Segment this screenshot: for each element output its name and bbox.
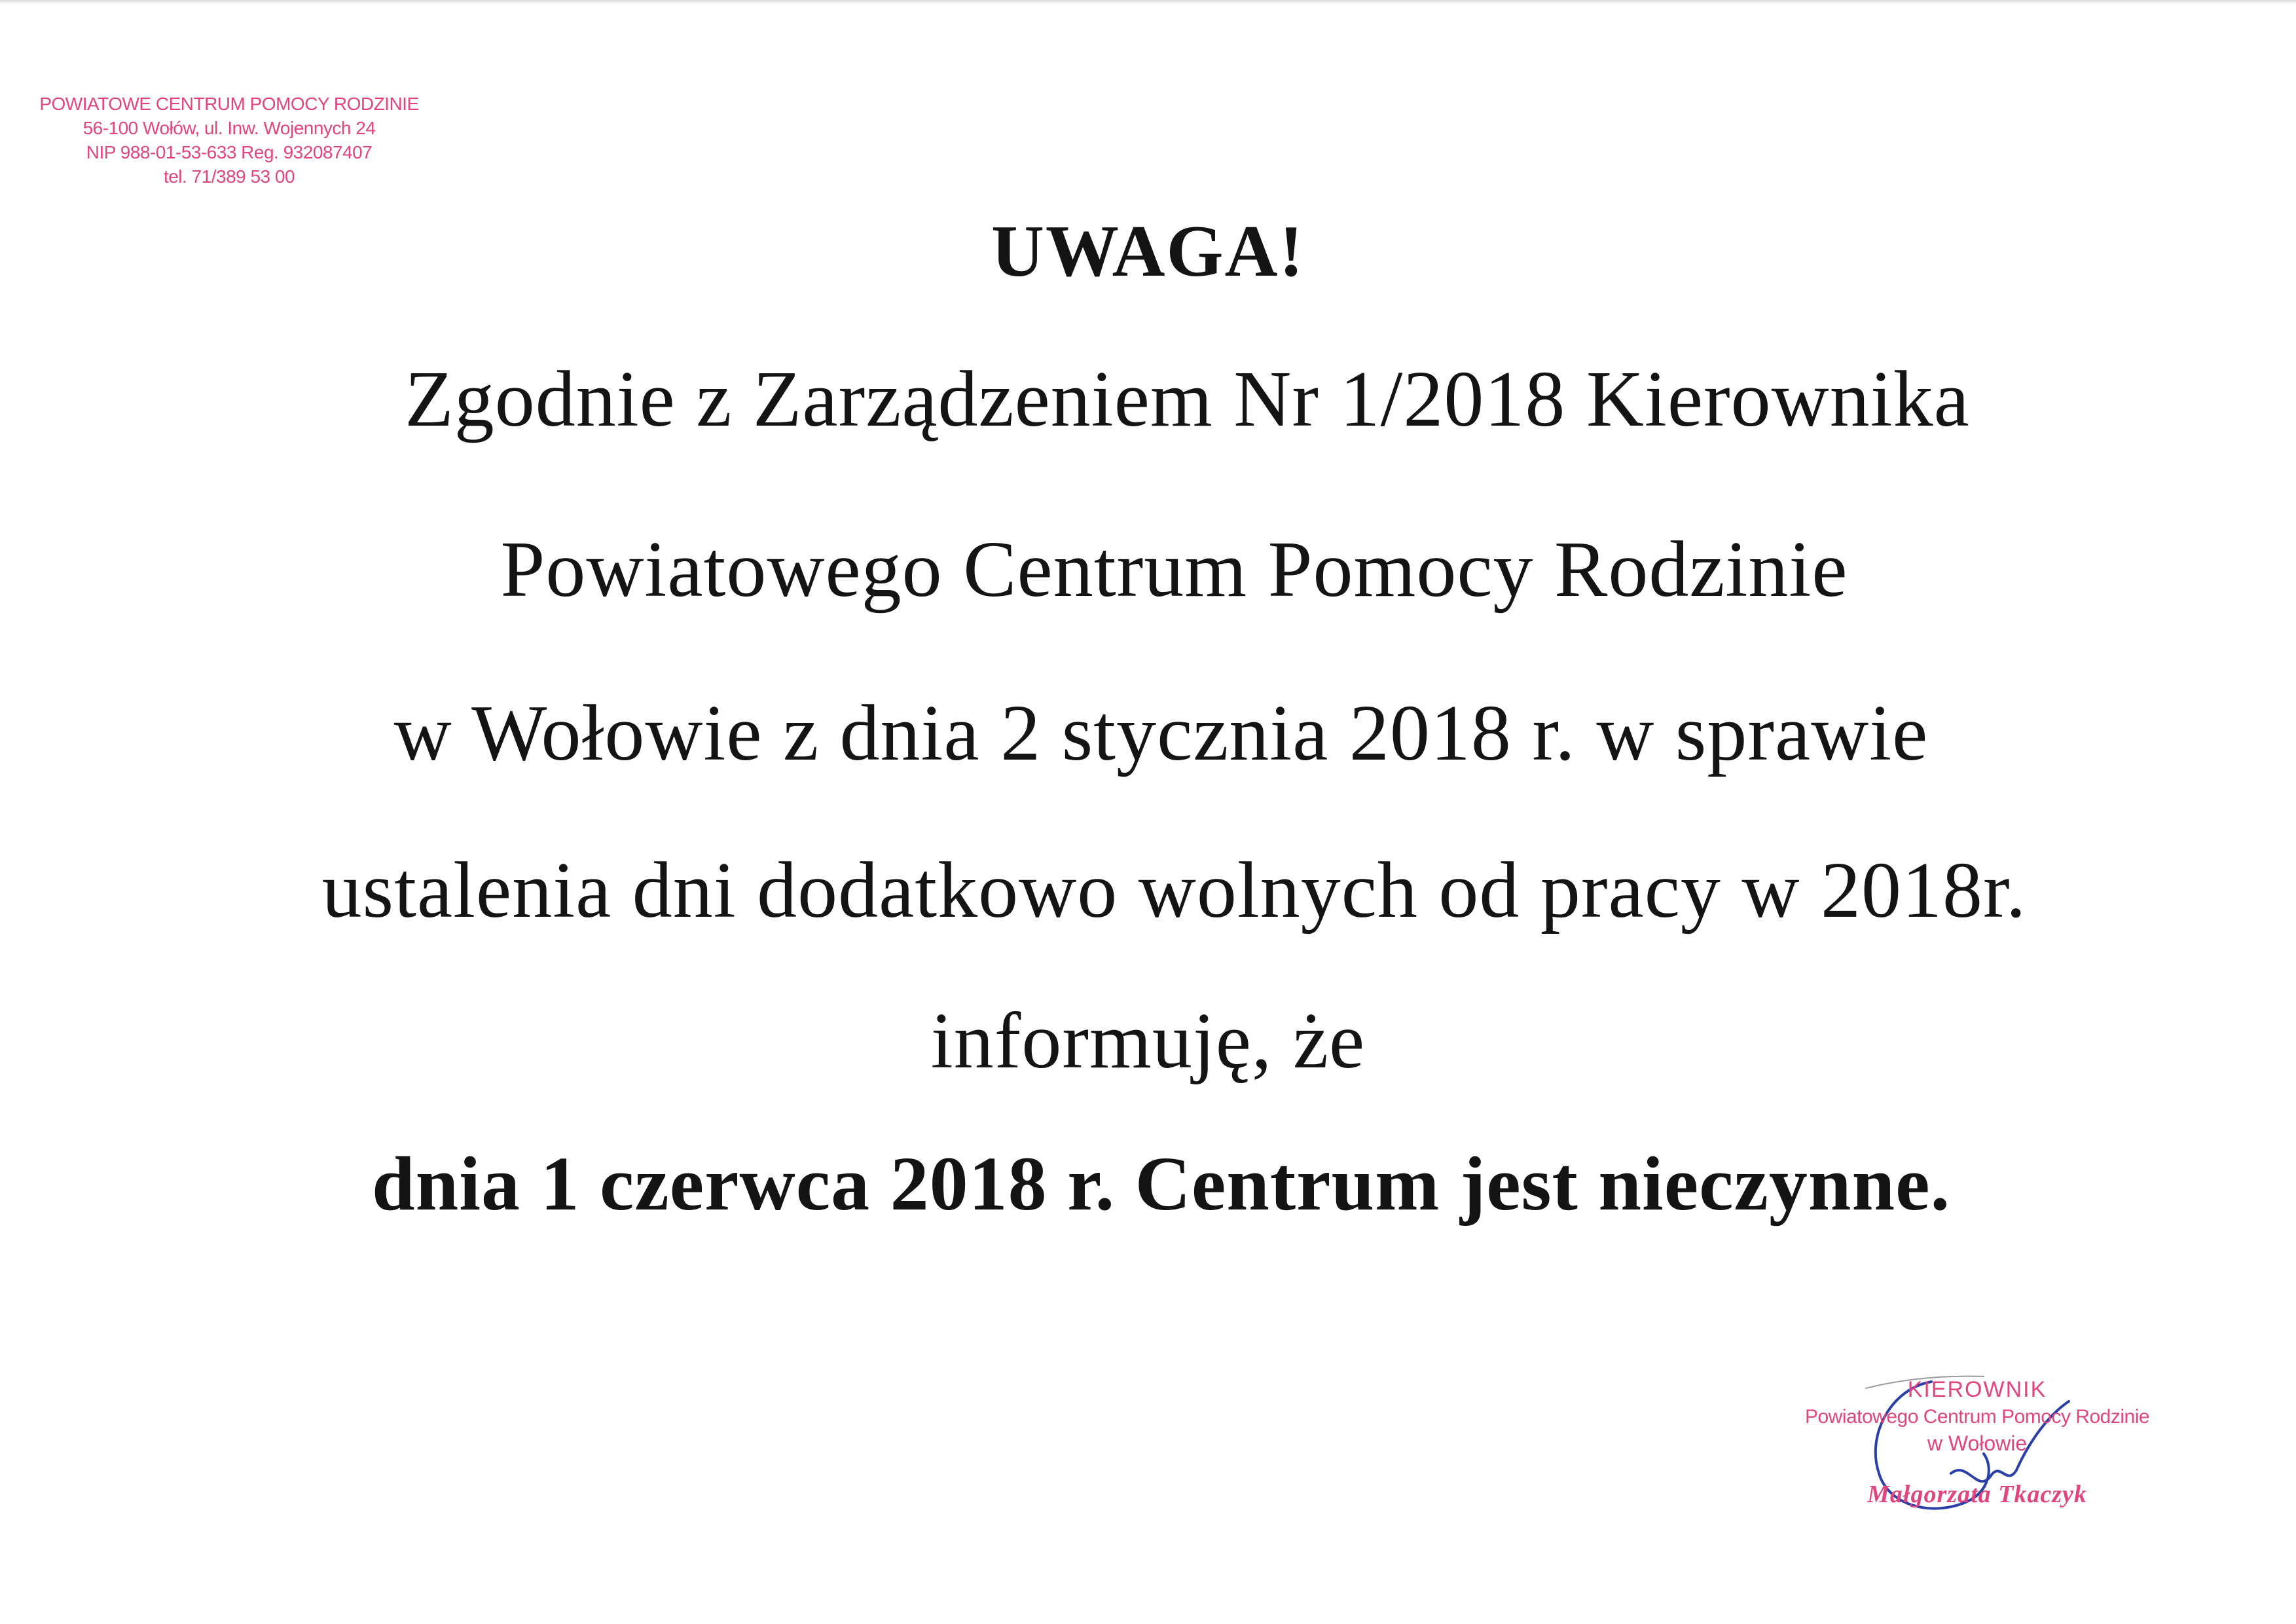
notice-closing: dnia 1 czerwca 2018 r. Centrum jest nieczynne.	[371, 1141, 1950, 1227]
director-name: Małgorzata Tkaczyk	[1867, 1481, 2087, 1508]
office-header-stamp	[39, 92, 419, 189]
director-stamp-office: Powiatowego Centrum Pomocy Rodzinie	[1804, 1406, 2150, 1428]
notice-line-5: informuję, że	[930, 997, 1366, 1085]
notice-line-3: w Wołowie z dnia 2 stycznia 2018 r. w sprawie	[393, 689, 1929, 777]
director-stamp-title: KIEROWNIK	[1907, 1377, 2047, 1402]
stamp-line-nip: NIP 988-01-53-633 Reg. 932087407	[86, 142, 373, 162]
notice-line-1: Zgodnie z Zarządzeniem Nr 1/2018 Kierownika	[405, 355, 1970, 443]
notice-line-2: Powiatowego Centrum Pomocy Rodzinie	[500, 525, 1848, 614]
director-stamp-place: w Wołowie	[1927, 1431, 2028, 1455]
stamp-line-address: 56-100 Wołów, ul. Inw. Wojennych 24	[82, 118, 376, 138]
notice-title: UWAGA!	[991, 211, 1305, 292]
scan-edge	[0, 0, 2296, 4]
stamp-line-office: POWIATOWE CENTRUM POMOCY RODZINIE	[39, 94, 419, 114]
notice-line-4: ustalenia dni dodatkowo wolnych od pracy w 2018r.	[321, 846, 2027, 934]
stamp-line-phone: tel. 71/389 53 00	[163, 166, 295, 187]
director-stamp	[1768, 1375, 2187, 1509]
